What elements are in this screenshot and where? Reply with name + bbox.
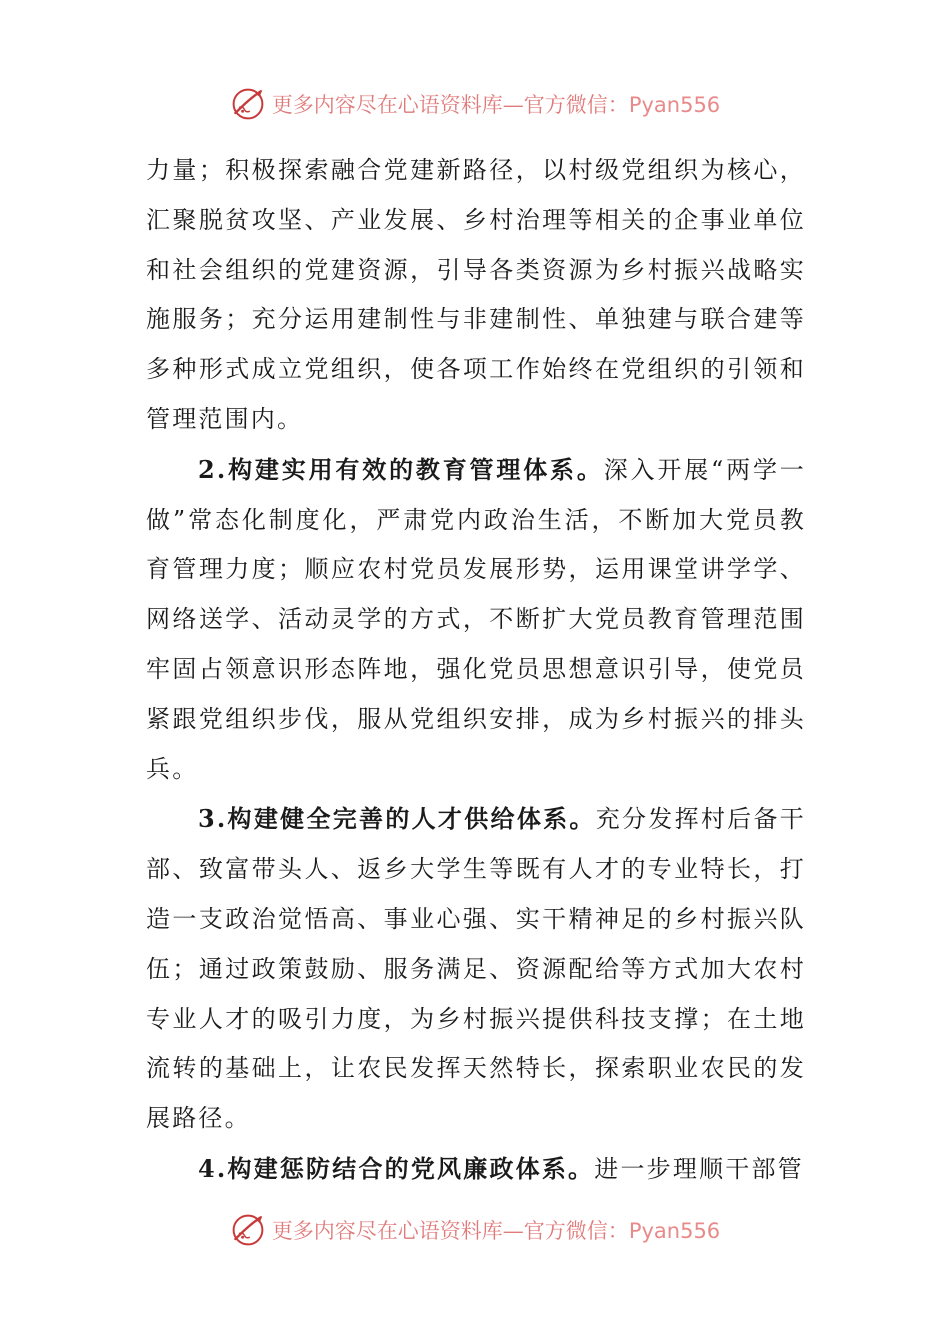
paragraph-2 (146, 445, 806, 795)
wechat-id: Pyan556 (628, 93, 721, 117)
paragraph-3-heading: 3.构建健全完善的人才供给体系。 (198, 804, 596, 834)
paragraph-4 (146, 1144, 806, 1195)
paragraph-4-body: 进一步理顺干部管 (594, 1154, 804, 1183)
document-body (146, 146, 806, 1195)
banner-text (272, 1215, 720, 1245)
brush-logo-icon (230, 86, 266, 122)
paragraph-2-body: 深入开展“两学一做”常态化制度化，严肃党内政治生活，不断加大党员教育管理力度；顺应农村党员发展形势，运用课堂讲学学、网络送学、活动灵学的方式，不断扩大党员教育管理范围牢固占领意识形态阵地，强化党员思想意识引导，使党员紧跟党组织步伐，服从党组织安排，成为乡村振兴的排头兵。 (146, 455, 806, 783)
paragraph-2-heading: 2.构建实用有效的教育管理体系。 (198, 454, 604, 484)
wechat-id: Pyan556 (628, 1219, 721, 1243)
banner-text (272, 89, 720, 119)
header-banner (0, 84, 950, 124)
paragraph-3-body: 充分发挥村后备干部、致富带头人、返乡大学生等既有人才的专业特长，打造一支政治觉悟高、事业心强、实干精神足的乡村振兴队伍；通过政策鼓励、服务满足、资源配给等方式加大农村专业人才的吸引力度，为乡村振兴提供科技支撑；在土地流转的基础上，让农民发挥天然特长，探索职业农民的发展路径。 (146, 805, 806, 1133)
banner-title: 更多内容尽在心语资料库—官方微信： (271, 93, 629, 117)
paragraph-3 (146, 794, 806, 1144)
banner-title: 更多内容尽在心语资料库—官方微信： (271, 1219, 629, 1243)
paragraph-1-body: 力量；积极探索融合党建新路径，以村级党组织为核心，汇聚脱贫攻坚、产业发展、乡村治理等相关的企事业单位和社会组织的党建资源，引导各类资源为乡村振兴战略实施服务；充分运用建制性与非建制性、单独建与联合建等多种形式成立党组织，使各项工作始终在党组织的引领和管理范围内。 (146, 156, 806, 433)
paragraph-4-heading: 4.构建惩防结合的党风廉政体系。 (198, 1153, 595, 1183)
footer-banner (0, 1210, 950, 1250)
paragraph-1 (146, 146, 806, 445)
brush-logo-icon (230, 1212, 266, 1248)
